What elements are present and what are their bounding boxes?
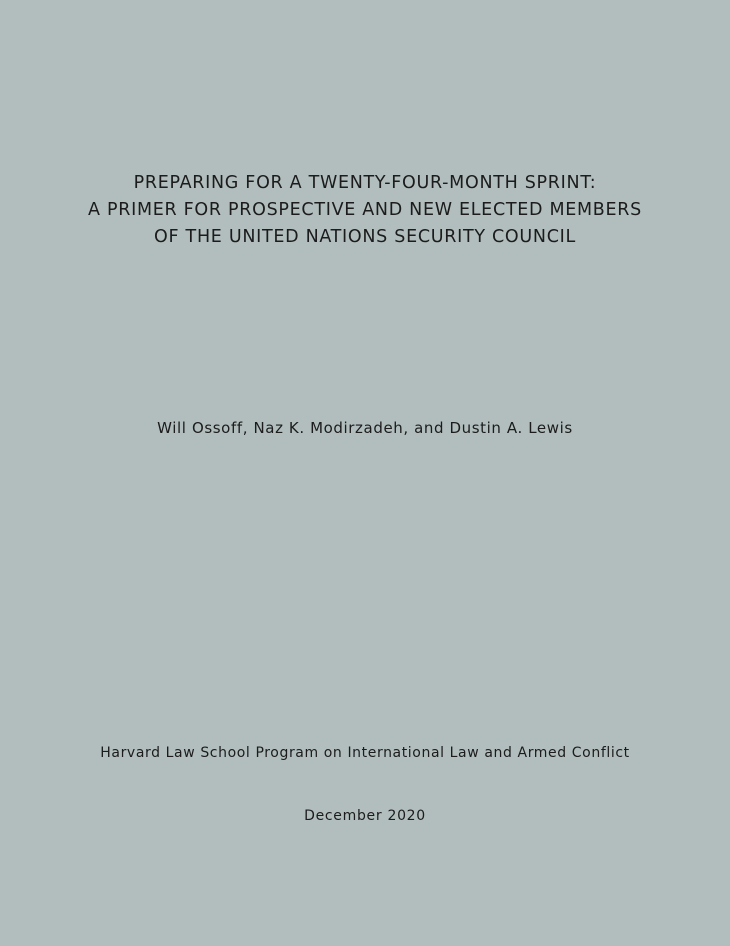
document-date: December 2020: [304, 808, 426, 824]
document-authors: Will Ossoff, Naz K. Modirzadeh, and Dustin A. Lewis: [157, 419, 573, 437]
document-publisher: Harvard Law School Program on International Law and Armed Conflict: [100, 745, 630, 761]
title-line-3: OF THE UNITED NATIONS SECURITY COUNCIL: [154, 227, 576, 247]
document-title: [0, 170, 730, 251]
title-line-1: PREPARING FOR A TWENTY-FOUR-MONTH SPRINT:: [133, 173, 597, 193]
title-line-2: A PRIMER FOR PROSPECTIVE AND NEW ELECTED MEMBERS: [88, 200, 642, 220]
